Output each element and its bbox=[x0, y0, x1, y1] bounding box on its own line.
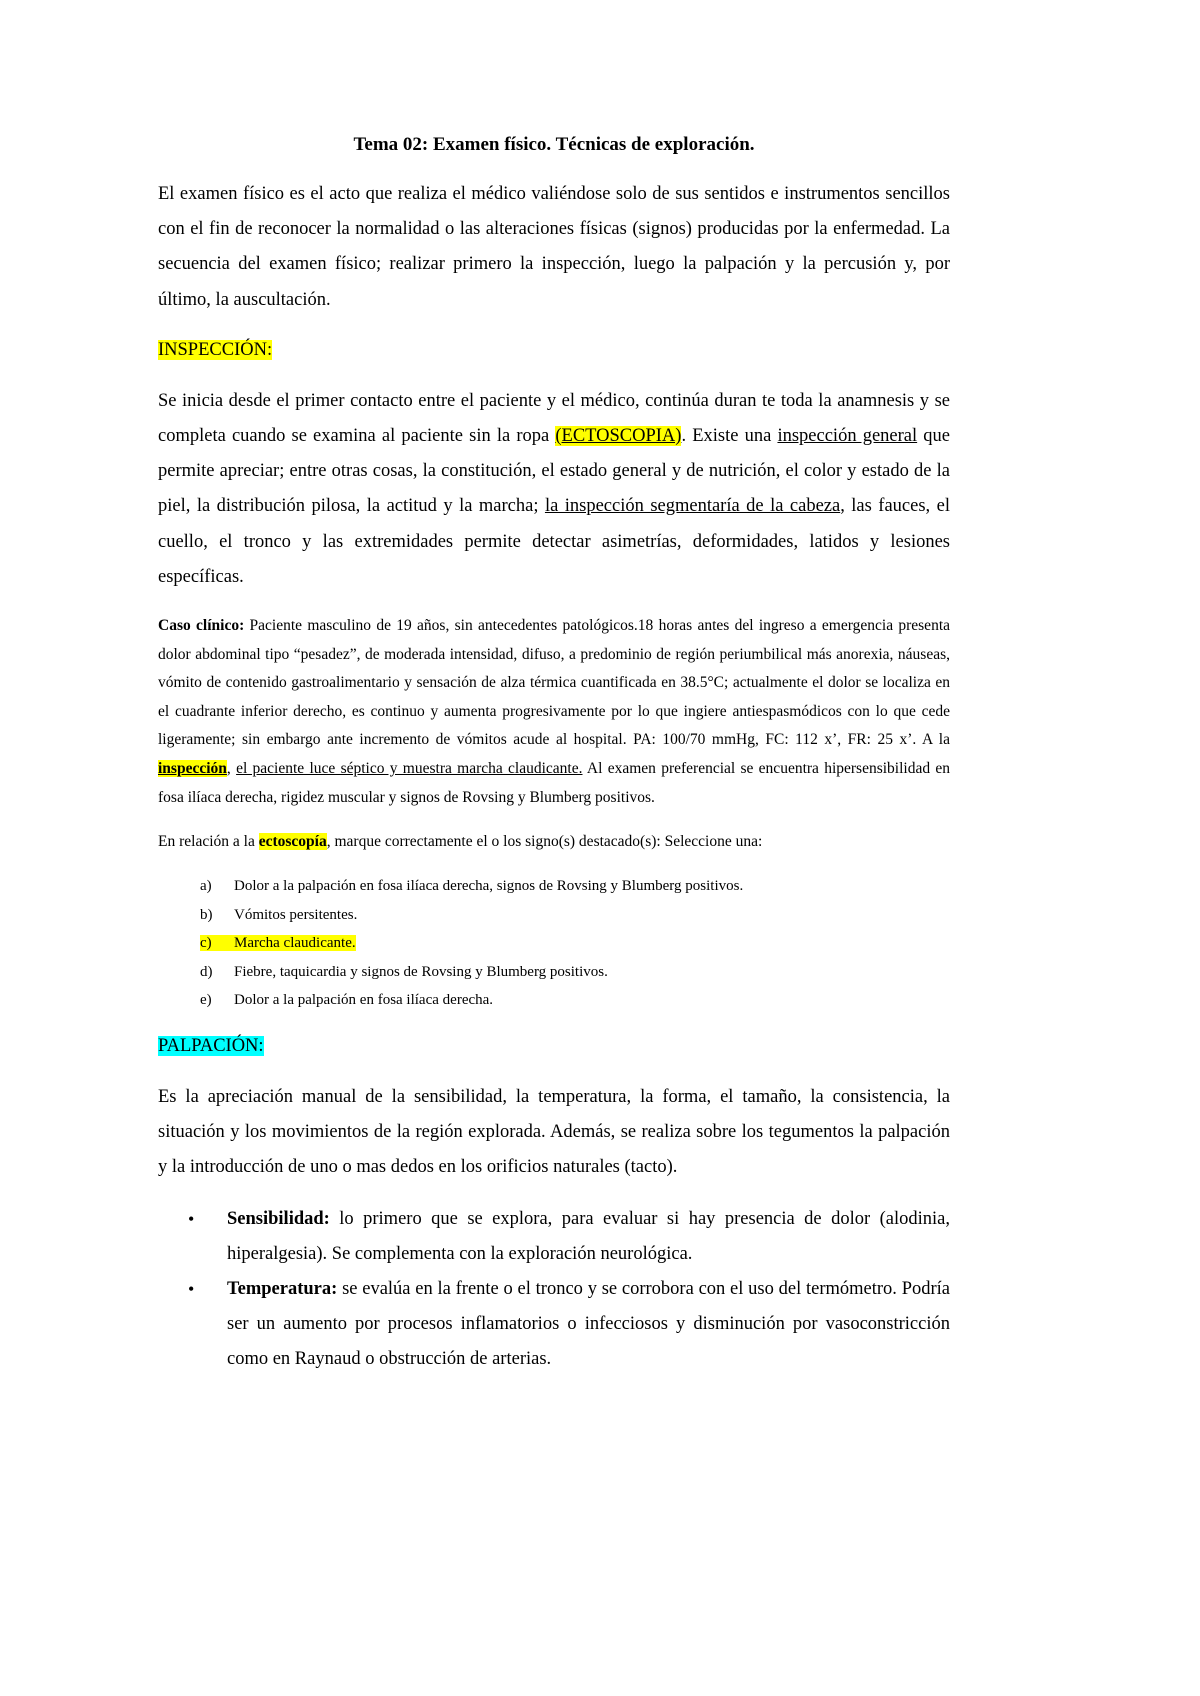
caso-signo-underline: el paciente luce séptico y muestra marcha claudicante. bbox=[236, 760, 583, 777]
list-item bbox=[158, 1272, 950, 1377]
question-text bbox=[158, 828, 950, 856]
palpacion-paragraph: Es la apreciación manual de la sensibilidad, la temperatura, la forma, el tamaño, la consistencia, la situación y los movimientos de la región explorada. Además, se realiza sobre los tegumentos la palpación y la introducción de uno o mas dedos en los orificios naturales (tacto). bbox=[158, 1086, 950, 1178]
option-a bbox=[158, 872, 950, 901]
question-part: En relación a la bbox=[158, 833, 259, 851]
inspeccion-text: , las fauces, el cuello, el tronco y las extremidades permite detectar asimetrías, deformidades, latidos y lesiones específicas. bbox=[158, 496, 950, 587]
palpacion-heading-text: PALPACIÓN: bbox=[158, 1035, 264, 1056]
section-heading-palpacion bbox=[158, 1029, 950, 1064]
page-title: Tema 02: Examen físico. Técnicas de exploración. bbox=[353, 134, 755, 155]
option-text: Dolor a la palpación en fosa ilíaca derecha, signos de Rovsing y Blumberg positivos. bbox=[234, 878, 744, 895]
answer-options bbox=[158, 872, 950, 1015]
option-letter: d) bbox=[200, 963, 213, 980]
caso-clinico-text: Paciente masculino de 19 años, sin antecedentes patológicos.18 horas antes del ingreso a emergencia presenta dolor abdominal tipo “pesadez”, de moderada intensidad, difuso, a predominio de región periumbilical más anorexia, náuseas, vómito de contenido gastroalimentario y sensación de alza térmica cuantificada en 38.5°C; actualmente el dolor se localiza en el cuadrante inferior derecho, es continuo y aumenta progresivamente por lo que ingiere antiespasmódicos con lo que cede ligeramente; sin embargo ante incremento de vómitos acude al hospital. PA: 100/70 mmHg, FC: 112 x’, FR: 25 x’. A la bbox=[158, 617, 951, 749]
inspeccion-general-underline: inspección general bbox=[777, 426, 918, 447]
question-part: , marque correctamente el o los signo(s) destacado(s): Seleccione una: bbox=[326, 833, 763, 851]
option-letter: a) bbox=[200, 878, 212, 895]
inspeccion-text: Se inicia desde el primer contacto entre el paciente y el médico, continúa duran te toda la anamnesis y se completa cuando se examina al paciente sin la ropa bbox=[158, 390, 950, 447]
option-text: Marcha claudicante. bbox=[234, 935, 356, 952]
inspeccion-heading-text: INSPECCIÓN: bbox=[158, 339, 273, 360]
bullet-icon: • bbox=[188, 1209, 195, 1230]
bullet-text: se evalúa en la frente o el tronco y se corrobora con el uso del termómetro. Podría ser un aumento por procesos inflamatorios o infecciosos y disminución por vasoconstricción como en Raynaud o obstrucción de arterias. bbox=[227, 1279, 950, 1370]
ectoscopia-keyword: ectoscopía bbox=[258, 833, 327, 851]
list-item bbox=[158, 1202, 950, 1272]
palpacion-bullet-list bbox=[158, 1202, 950, 1377]
caso-clinico-paragraph bbox=[158, 612, 950, 812]
option-c-highlight bbox=[200, 935, 356, 951]
inspeccion-text: que permite apreciar; entre otras cosas, la constitución, el estado general y de nutrición, el color y estado de la piel, la distribución pilosa, la actitud y la marcha; bbox=[158, 426, 950, 517]
option-letter: e) bbox=[200, 992, 212, 1009]
caso-clinico-label: Caso clínico: bbox=[158, 617, 245, 635]
option-b bbox=[158, 901, 950, 930]
ectoscopia-highlight: (ECTOSCOPIA) bbox=[555, 426, 682, 447]
caso-clinico-text: , bbox=[226, 760, 237, 777]
option-text: Fiebre, taquicardia y signos de Rovsing y Blumberg positivos. bbox=[234, 963, 608, 980]
caso-clinico-text: Al examen preferencial se encuentra hipersensibilidad en fosa ilíaca derecha, rigidez muscular y signos de Rovsing y Blumberg positivos. bbox=[158, 760, 951, 806]
inspeccion-segmentaria-underline: la inspección segmentaría de la cabeza bbox=[544, 496, 841, 517]
document-content bbox=[158, 130, 950, 1377]
option-letter: b) bbox=[200, 906, 213, 923]
inspeccion-text: . Existe una bbox=[681, 426, 778, 447]
bullet-text: lo primero que se explora, para evaluar si hay presencia de dolor (alodinia, hiperalgesia). Se complementa con la exploración neurológica. bbox=[227, 1209, 950, 1265]
option-c bbox=[158, 929, 950, 958]
bullet-label: Temperatura: bbox=[227, 1279, 338, 1300]
option-text: Dolor a la palpación en fosa ilíaca derecha. bbox=[234, 992, 494, 1009]
section-heading-inspeccion bbox=[158, 333, 950, 368]
option-letter: c) bbox=[200, 935, 212, 952]
bullet-label: Sensibilidad: bbox=[227, 1209, 330, 1230]
inspeccion-paragraph bbox=[158, 384, 950, 595]
bullet-icon: • bbox=[188, 1279, 195, 1300]
option-d bbox=[158, 958, 950, 987]
caso-inspeccion-highlight: inspección bbox=[158, 760, 227, 777]
intro-paragraph: El examen físico es el acto que realiza el médico valiéndose solo de sus sentidos e instrumentos sencillos con el fin de reconocer la normalidad o las alteraciones físicas (signos) producidas por la enfermedad. La secuencia del examen físico; realizar primero la inspección, luego la palpación y la percusión y, por último, la auscultación. bbox=[158, 184, 950, 310]
option-e bbox=[158, 986, 950, 1015]
option-text: Vómitos persitentes. bbox=[234, 906, 358, 923]
